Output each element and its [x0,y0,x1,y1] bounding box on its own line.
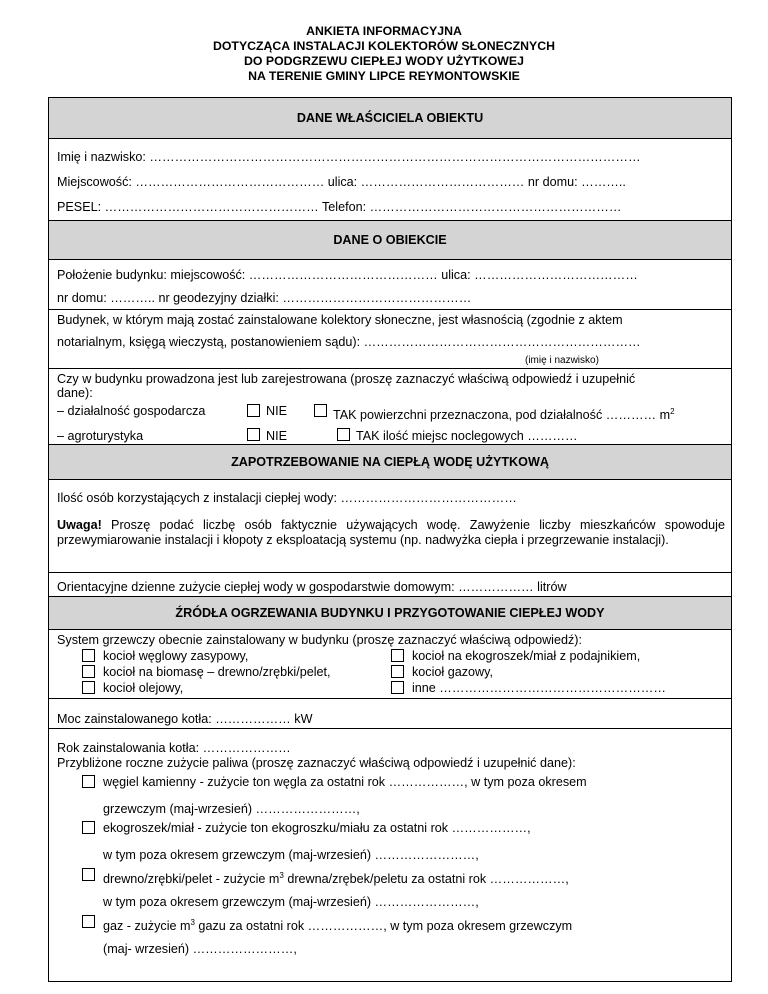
ownership-field[interactable]: notarialnym, księgą wieczystą, postanowieniem sądu): ………………………………………………………… [57,335,641,349]
persons-count-field[interactable]: Ilość osób korzystających z instalacji ciepłej wody: …………………………………… [57,491,517,505]
divider [49,728,731,729]
gas-summer-field[interactable]: (maj- wrzesień) ……………………, [103,942,297,956]
biomass-boiler-checkbox[interactable] [82,665,95,678]
gas-field[interactable]: gaz - zużycie $m^3$ gazu za ostatni rok ………………, w tym poza okresem grzewczym [103,918,573,934]
business-no-checkbox[interactable] [247,404,260,417]
divider [49,572,731,573]
warning-note: Uwaga! Proszę podać liczbę osób faktycznie używających wodę. Zawyżenie liczby mieszkańców spowoduje przewymiarowanie instalacji i kłopoty z eksploatacją systemu (np. nadwyżka ciepła i przegrzewanie instalacji). [57,518,725,547]
section-owner-header: DANE WŁAŚCICIELA OBIEKTU [49,98,731,139]
heating-system-question: System grzewczy obecnie zainstalowany w budynku (proszę zaznaczyć właściwą odpowiedź): [57,633,582,647]
wood-checkbox[interactable] [82,868,95,881]
eco-pea-summer-field[interactable]: w tym poza okresem grzewczym (maj-wrzesień) ……………………, [103,848,479,862]
business-yes-checkbox[interactable] [314,404,327,417]
gas-boiler-label: kocioł gazowy, [412,665,493,679]
business-question-cont: dane): [57,386,93,400]
ownership-hint: (imię i nazwisko) [525,355,599,366]
title-line-4: NA TERENIE GMINY LIPCE REYMONTOWSKIE [248,69,520,83]
gas-boiler-checkbox[interactable] [391,665,404,678]
boiler-power-field[interactable]: Moc zainstalowanego kotła: ……………… kW [57,712,313,726]
agrotourism-label: – agroturystyka [57,429,144,443]
section-object-header: DANE O OBIEKCIE [49,220,731,260]
oil-boiler-label: kocioł olejowy, [103,681,184,695]
other-boiler-field[interactable]: inne ……………………………………………… [412,681,666,695]
survey-form [48,97,732,982]
business-yes-field[interactable]: TAK powierzchni przeznaczona, pod działalność ………… $m^2$ [333,407,675,423]
business-no-label: NIE [266,404,287,418]
divider [49,309,731,310]
fuel-usage-question: Przybliżone roczne zużycie paliwa (proszę zaznaczyć właściwą odpowiedź i uzupełnić dane): [57,756,576,770]
building-location-field[interactable]: Położenie budynku: miejscowość: ……………………………………… ulica: ………………………………… [57,268,638,282]
eco-pea-field[interactable]: ekogroszek/miał - zużycie ton ekogroszku/miału za ostatni rok ………………, [103,821,531,835]
hard-coal-checkbox[interactable] [82,775,95,788]
boiler-year-field[interactable]: Rok zainstalowania kotła: ………………… [57,741,291,755]
owner-pesel-phone-field[interactable]: PESEL: …………………………………………… Telefon: …………………………………………………… [57,200,622,214]
title-line-3: DO PODGRZEWU CIEPŁEJ WODY UŻYTKOWEJ [244,54,524,68]
divider [49,698,731,699]
business-activity-label: – działalność gospodarcza [57,404,206,418]
business-question: Czy w budynku prowadzona jest lub zarejestrowana (proszę zaznaczyć właściwą odpowiedź i uzupełnić [57,372,636,386]
hard-coal-summer-field[interactable]: grzewczym (maj-wrzesień) ……………………, [103,802,360,816]
title-line-1: ANKIETA INFORMACYJNA [306,24,462,38]
agrotourism-no-label: NIE [266,429,287,443]
section-hot-water-header: ZAPOTRZEBOWANIE NA CIEPŁĄ WODĘ UŻYTKOWĄ [49,444,731,480]
coal-boiler-label: kocioł węglowy zasypowy, [103,649,249,663]
biomass-boiler-label: kocioł na biomasę – drewno/zrębki/pelet, [103,665,331,679]
owner-name-field[interactable]: Imię i nazwisko: ……………………………………………………………………………………………………… [57,150,641,164]
title-line-2: DOTYCZĄCA INSTALACJI KOLEKTORÓW SŁONECZNYCH [212,39,556,53]
agrotourism-yes-field[interactable]: TAK ilość miejsc noclegowych ………… [356,429,578,443]
oil-boiler-checkbox[interactable] [82,681,95,694]
eco-pea-boiler-checkbox[interactable] [391,649,404,662]
eco-pea-boiler-label: kocioł na ekogroszek/miał z podajnikiem, [412,649,641,663]
daily-usage-field[interactable]: Orientacyjne dzienne zużycie ciepłej wody w gospodarstwie domowym: ……………… litrów [57,580,567,594]
gas-checkbox[interactable] [82,915,95,928]
form-title [0,24,768,84]
owner-address-field[interactable]: Miejscowość: ……………………………………… ulica: ………………………………… nr domu: ……….. [57,175,626,189]
other-boiler-checkbox[interactable] [391,681,404,694]
eco-pea-checkbox[interactable] [82,821,95,834]
agrotourism-no-checkbox[interactable] [247,428,260,441]
wood-summer-field[interactable]: w tym poza okresem grzewczym (maj-wrzesień) ……………………, [103,895,479,909]
divider [49,368,731,369]
section-heating-header: ŹRÓDŁA OGRZEWANIA BUDYNKU I PRZYGOTOWANIE CIEPŁEJ WODY [49,596,731,630]
agrotourism-yes-checkbox[interactable] [337,428,350,441]
ownership-text: Budynek, w którym mają zostać zainstalowane kolektory słoneczne, jest własnością (zgodnie z aktem [57,313,623,327]
wood-field[interactable]: drewno/zrębki/pelet - zużycie $m^3$ drewna/zrębek/peletu za ostatni rok ………………, [103,871,569,887]
hard-coal-field[interactable]: węgiel kamienny - zużycie ton węgla za ostatni rok ………………, w tym poza okresem [103,775,587,789]
coal-boiler-checkbox[interactable] [82,649,95,662]
building-number-field[interactable]: nr domu: ……….. nr geodezyjny działki: ……………………………………… [57,291,472,305]
